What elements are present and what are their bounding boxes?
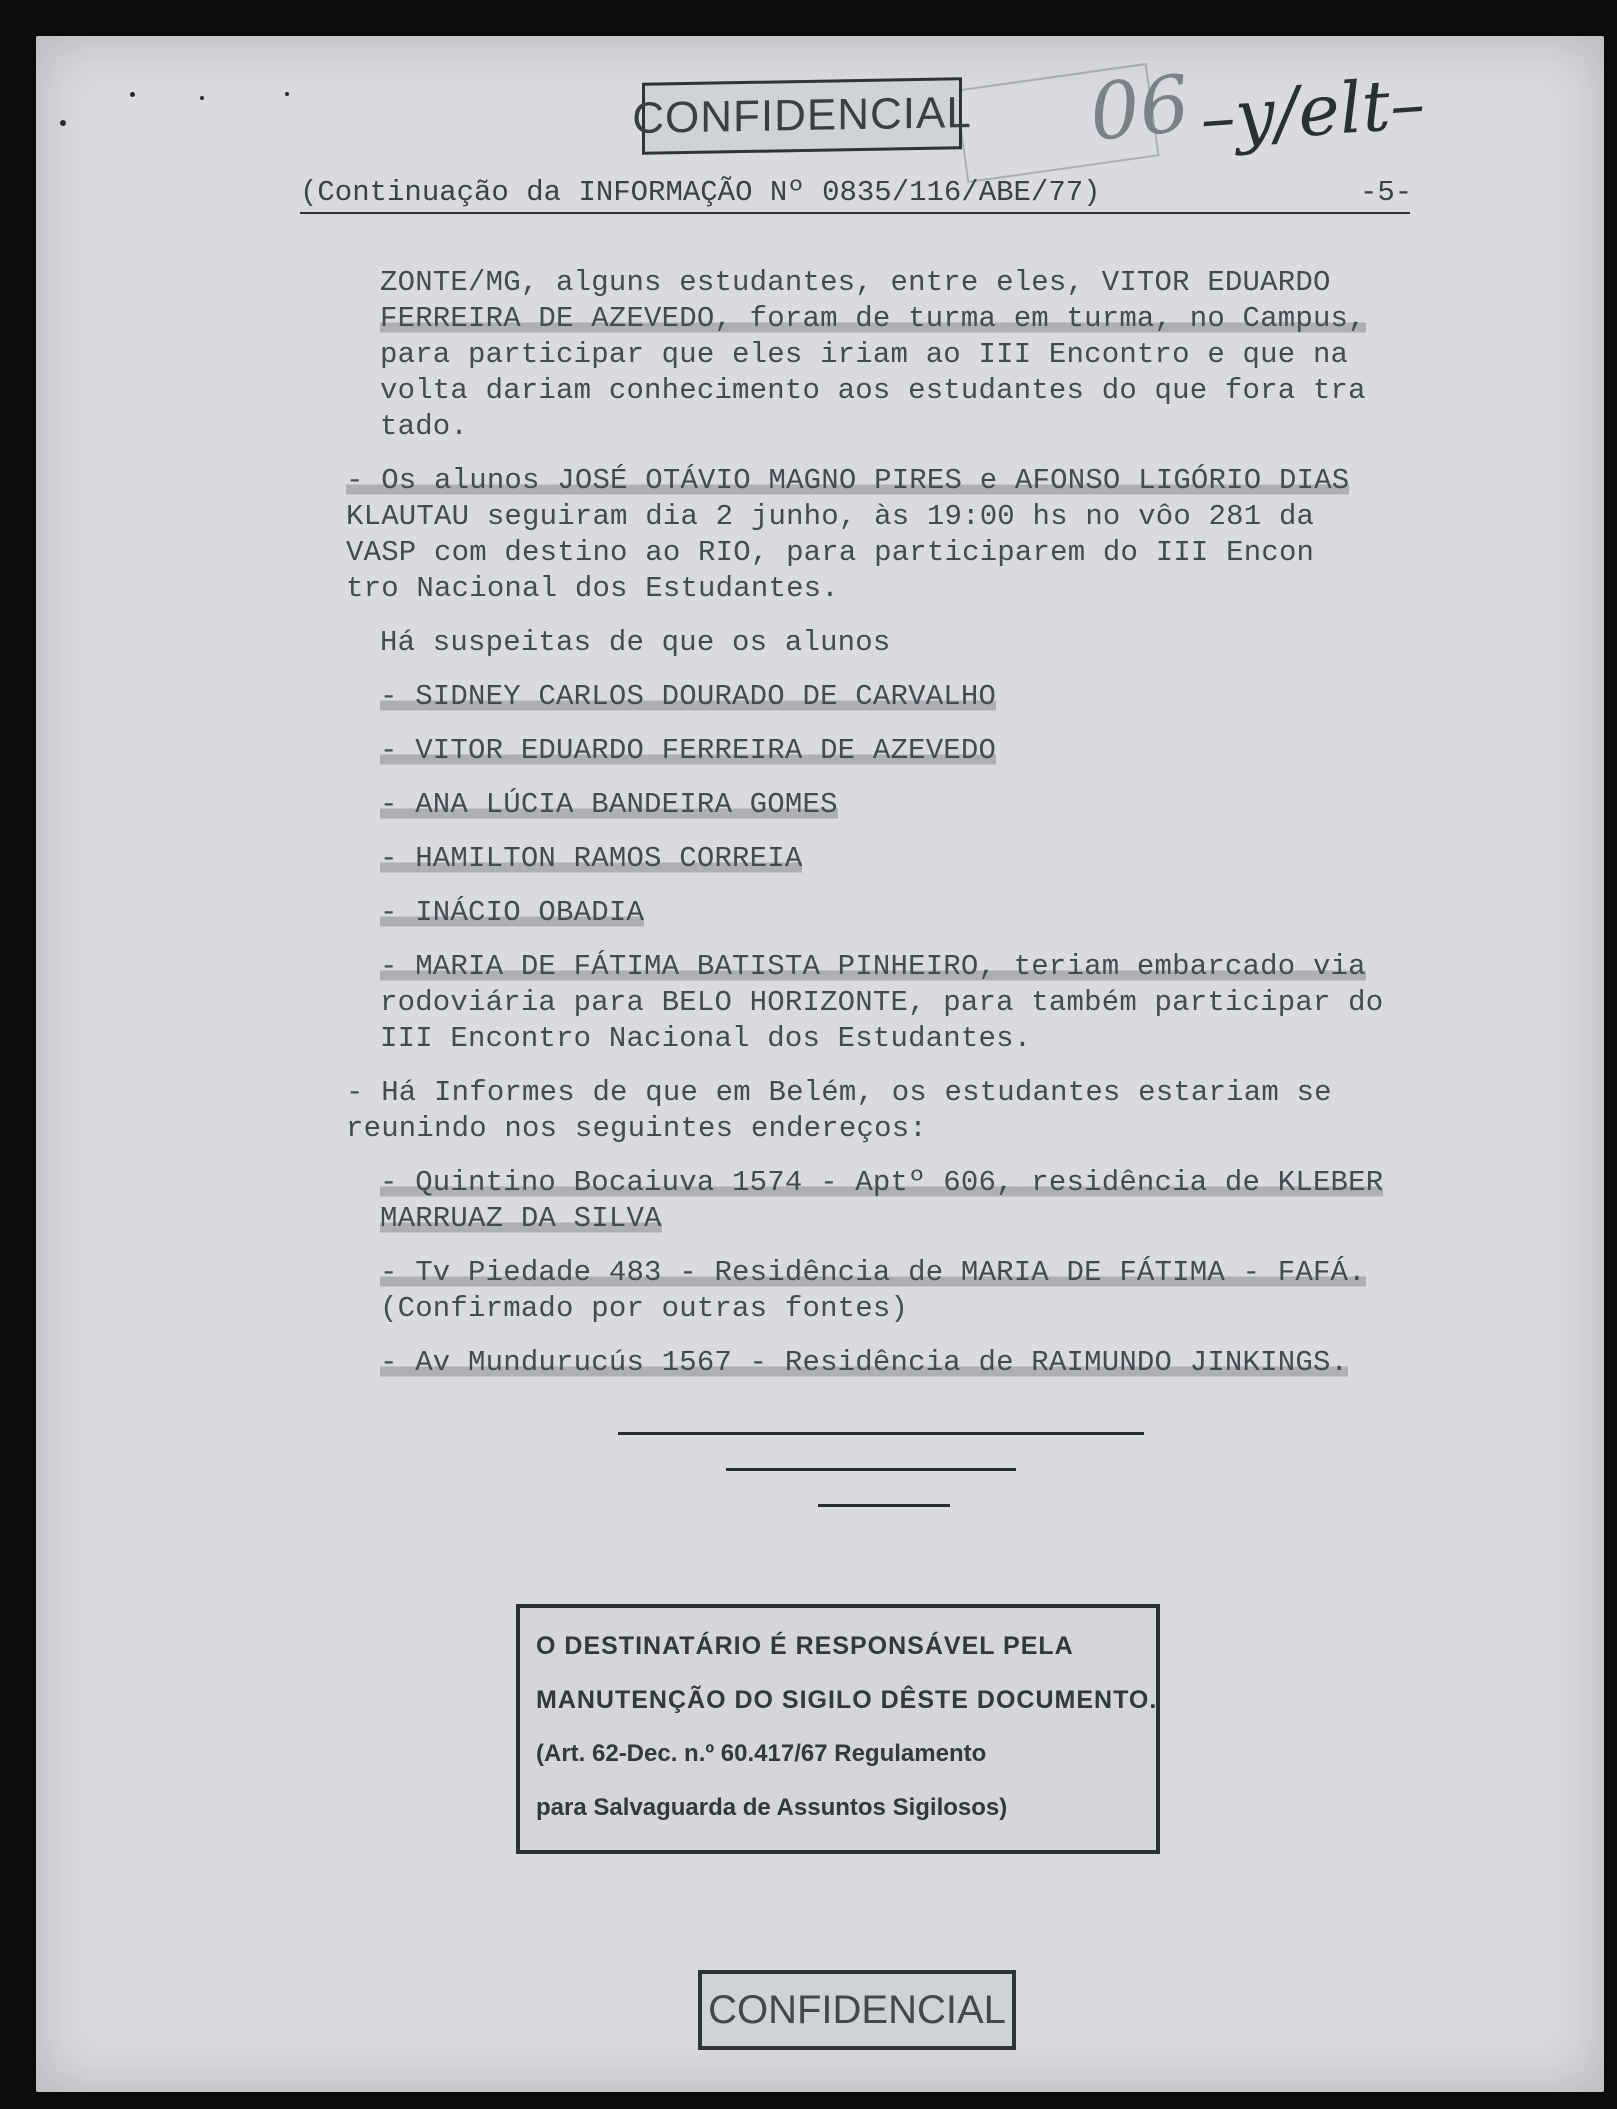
address-line: - Tv Piedade 483 - Residência de MARIA DE FÁTIMA - FAFÁ. [380,1256,1366,1289]
closing-rule-2 [726,1468,1016,1471]
scan-speck [285,92,289,96]
body-line: VASP com destino ao RIO, para participarem do III Encon [346,536,1315,569]
address-line: - Av Mundurucús 1567 - Residência de RAIMUNDO JINKINGS. [380,1346,1349,1379]
body-line: - MARIA DE FÁTIMA BATISTA PINHEIRO, teriam embarcado via [380,950,1366,983]
body-line: - Os alunos JOSÉ OTÁVIO MAGNO PIRES e AFONSO LIGÓRIO DIAS [346,464,1350,497]
body-line: - Há Informes de que em Belém, os estudantes estariam se [346,1076,1332,1109]
body-line: ZONTE/MG, alguns estudantes, entre eles, VITOR EDUARDO [380,266,1331,299]
notice-line: (Art. 62-Dec. n.º 60.417/67 Regulamento [536,1740,987,1767]
name-list-item: - INÁCIO OBADIA [380,896,645,929]
body-line: para participar que eles iriam ao III Encontro e que na [380,338,1349,371]
address-line: - Quintino Bocaiuva 1574 - Aptº 606, residência de KLEBER [380,1166,1384,1199]
name-list-item: - SIDNEY CARLOS DOURADO DE CARVALHO [380,680,997,713]
confidentiality-notice-box [516,1604,1160,1854]
body-line: FERREIRA DE AZEVEDO, foram de turma em turma, no Campus, [380,302,1366,335]
name-list-item: - HAMILTON RAMOS CORREIA [380,842,803,875]
notice-line: para Salvaguarda de Assuntos Sigilosos) [536,1794,1008,1821]
address-line: MARRUAZ DA SILVA [380,1202,662,1235]
body-line: III Encontro Nacional dos Estudantes. [380,1022,1032,1055]
closing-rule-1 [618,1432,1144,1435]
confidential-stamp-bottom: CONFIDENCIAL [698,1970,1016,2050]
body-line: KLAUTAU seguiram dia 2 junho, às 19:00 hs no vôo 281 da [346,500,1315,533]
address-line: (Confirmado por outras fontes) [380,1292,909,1325]
body-line: reunindo nos seguintes endereços: [346,1112,927,1145]
scan-speck [60,120,66,126]
scan-speck [130,92,135,97]
page-number: -5- [1360,176,1413,209]
document-number-handwritten: 06 [1085,59,1194,159]
notice-line: MANUTENÇÃO DO SIGILO DÊSTE DOCUMENTO. [536,1686,1158,1714]
closing-rule-3 [818,1504,950,1507]
header-rule [300,212,1410,214]
body-line: tado. [380,410,469,443]
name-list-item: - ANA LÚCIA BANDEIRA GOMES [380,788,838,821]
name-list-item: - VITOR EDUARDO FERREIRA DE AZEVEDO [380,734,997,767]
body-line: Há suspeitas de que os alunos [380,626,891,659]
notice-line: O DESTINATÁRIO É RESPONSÁVEL PELA [536,1632,1074,1660]
body-line: tro Nacional dos Estudantes. [346,572,839,605]
confidential-stamp-top: CONFIDENCIAL [642,77,962,155]
body-line: volta dariam conhecimento aos estudantes do que fora tra [380,374,1366,407]
scan-speck [200,96,204,100]
continuation-header: (Continuação da INFORMAÇÃO Nº 0835/116/ABE/77) [300,176,1101,209]
handwritten-initials: –y/elt– [1197,62,1428,160]
body-line: rodoviária para BELO HORIZONTE, para também participar do [380,986,1384,1019]
